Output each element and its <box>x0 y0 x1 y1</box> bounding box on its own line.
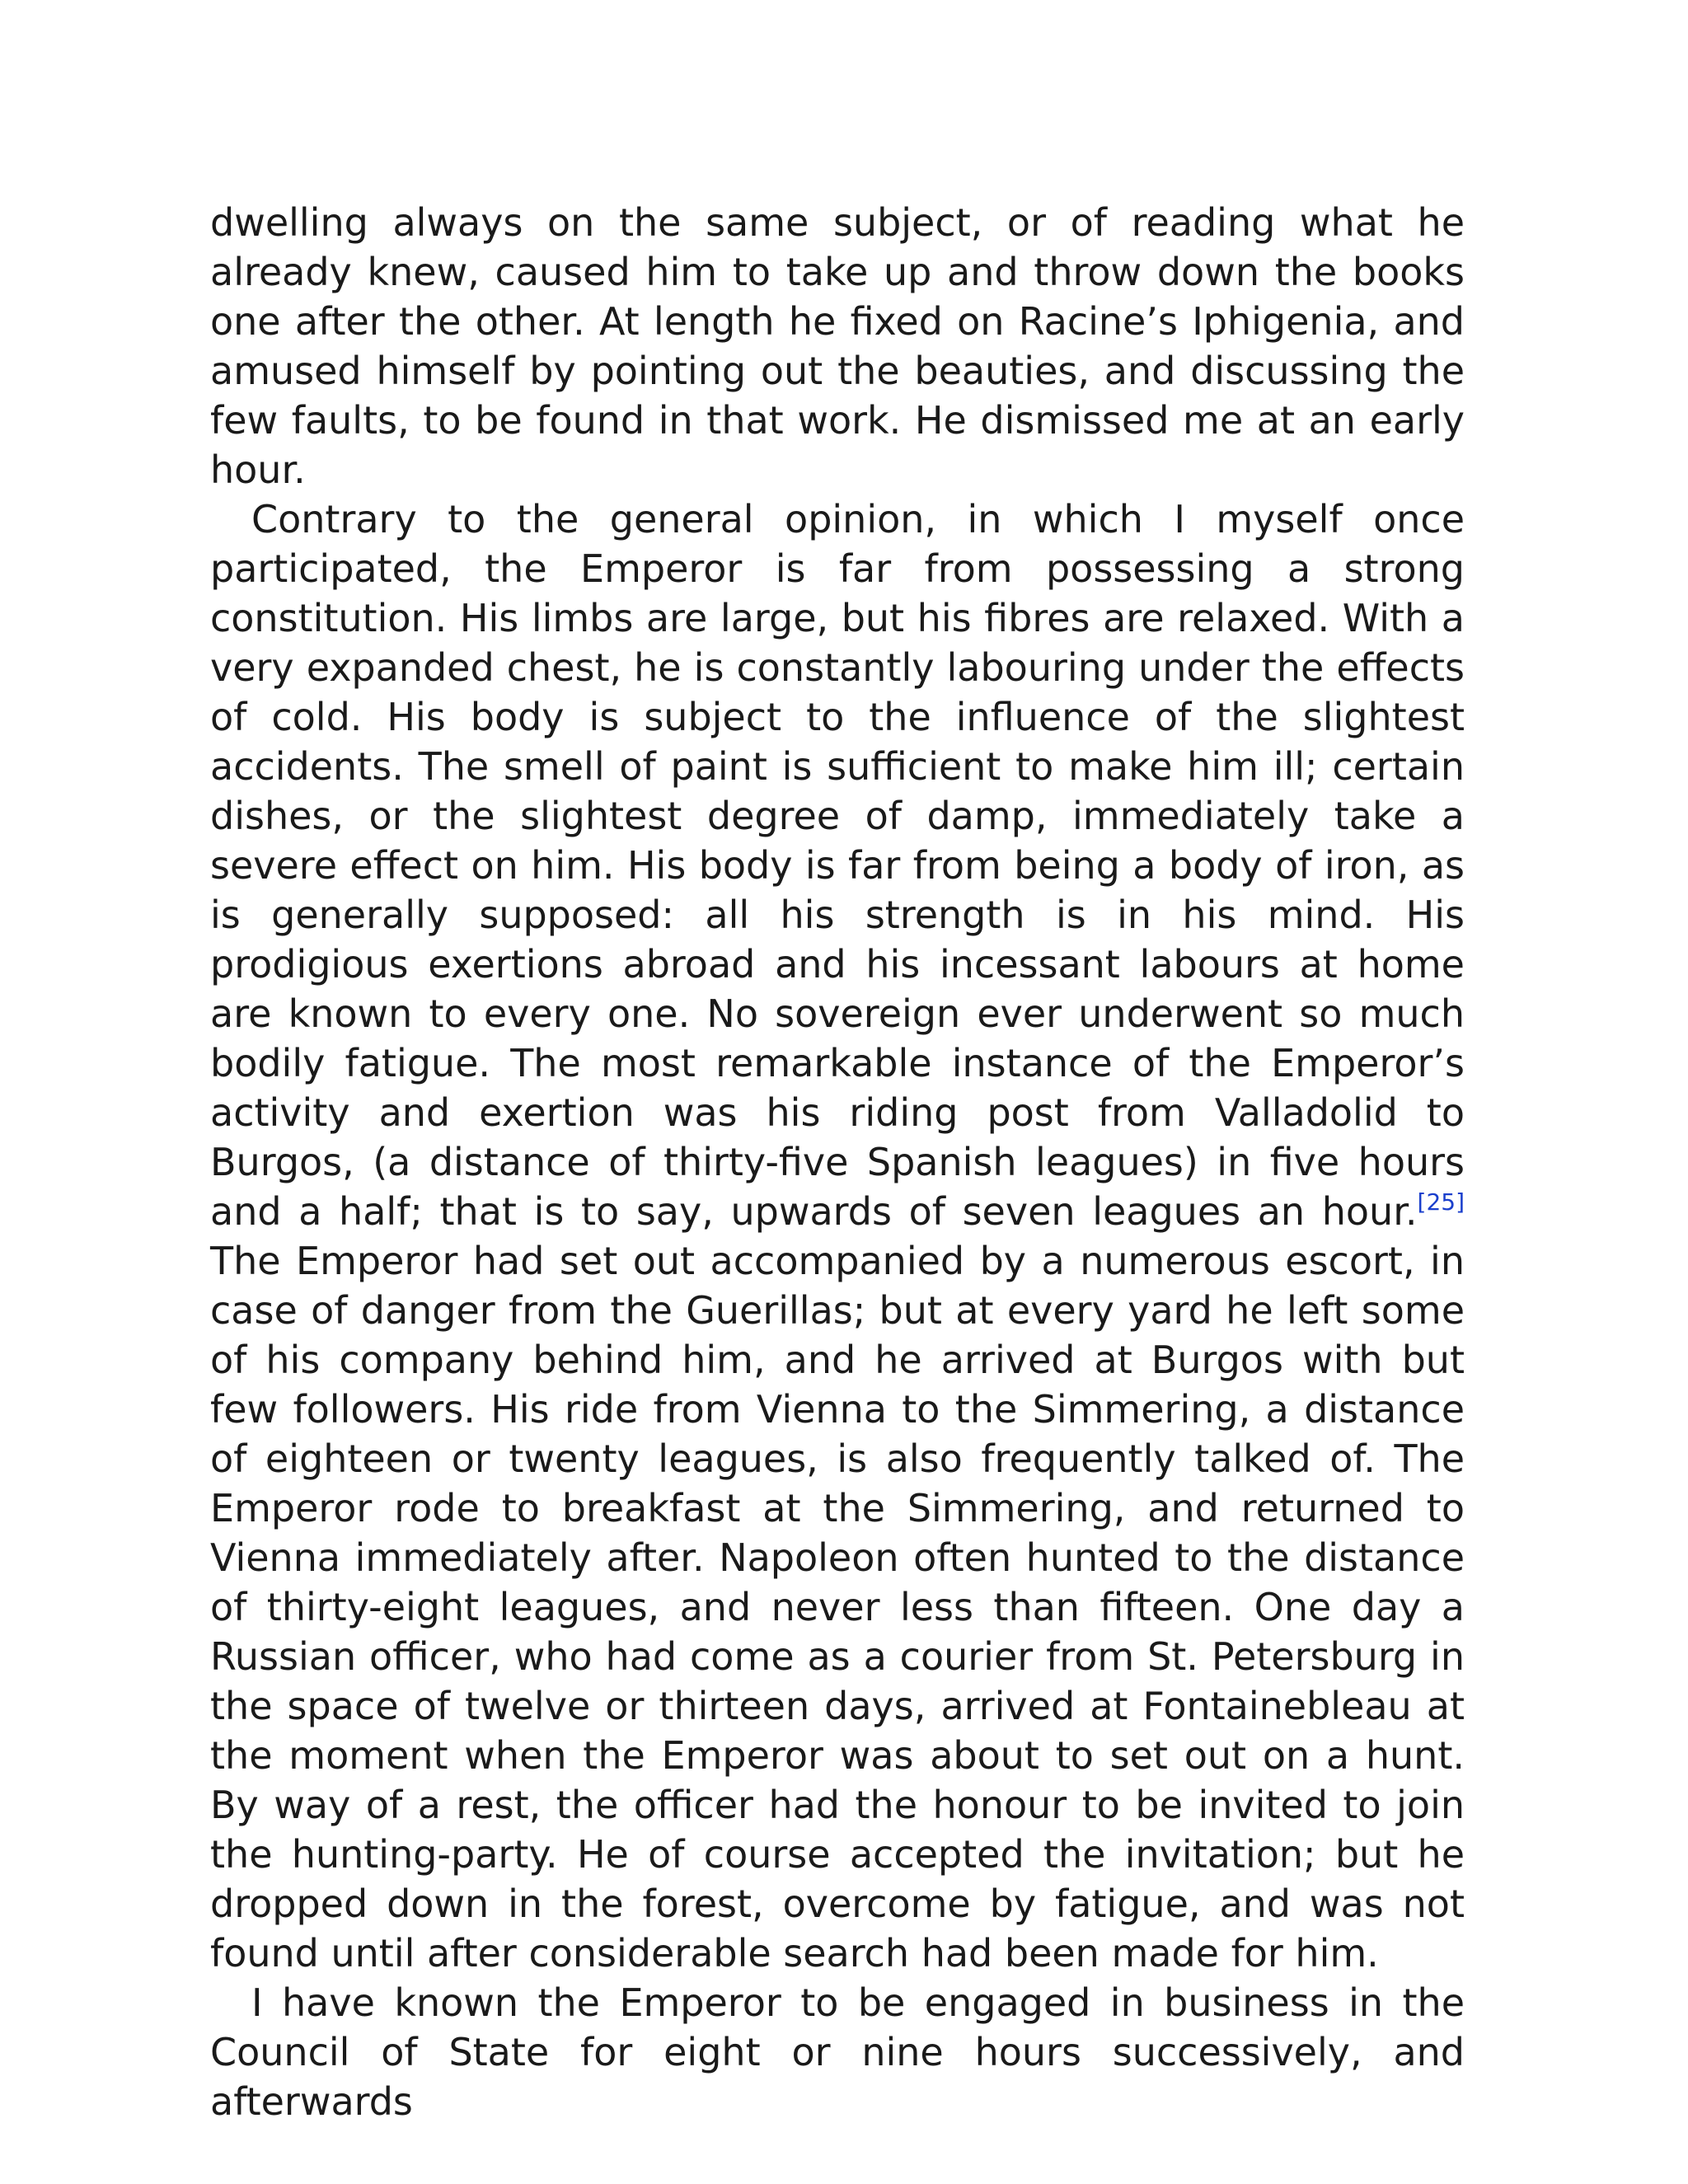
page-body <box>210 198 1465 2126</box>
paragraph-1-text: dwelling always on the same subject, or of reading what he already knew, caused him to take up and throw down the books one after the other. At length he fixed on Racine’s Iphigenia, and amused himself by pointing out the beauties, and discussing the few faults, to be found in that work. He dismissed me at an early hour. <box>210 200 1465 492</box>
paragraph-2 <box>210 494 1465 1978</box>
footnote-link-25[interactable]: [25] <box>1417 1188 1465 1216</box>
paragraph-3 <box>210 1978 1465 2126</box>
paragraph-2-text-before: Contrary to the general opinion, in which I myself once participated, the Emperor is far from possessing a strong constitution. His limbs are large, but his fibres are relaxed. With a very expanded chest, he is constantly labouring under the effects of cold. His body is subject to the influence of the slightest accidents. The smell of paint is sufficient to make him ill; certain dishes, or the slightest degree of damp, immediately take a severe effect on him. His body is far from being a body of iron, as is generally supposed: all his strength is in his mind. His prodigious exertions abroad and his incessant labours at home are known to every one. No sovereign ever underwent so much bodily fatigue. The most remarkable instance of the Emperor’s activity and exertion was his riding post from Valladolid to Burgos, (a distance of thirty-five Spanish leagues) in five hours and a half; that is to say, upwards of seven leagues an hour. <box>210 497 1465 1234</box>
paragraph-3-text: I have known the Emperor to be engaged in business in the Council of State for eight or nine hours successively, and afterwards <box>210 1980 1465 2124</box>
paragraph-2-text-after: The Emperor had set out accompanied by a numerous escort, in case of danger from the Guerillas; but at every yard he left some of his company behind him, and he arrived at Burgos with but few followers. His ride from Vienna to the Simmering, a distance of eighteen or twenty leagues, is also frequently talked of. The Emperor rode to breakfast at the Simmering, and returned to Vienna immediately after. Napoleon often hunted to the distance of thirty-eight leagues, and never less than fifteen. One day a Russian officer, who had come as a courier from St. Petersburg in the space of twelve or thirteen days, arrived at Fontainebleau at the moment when the Emperor was about to set out on a hunt. By way of a rest, the officer had the honour to be invited to join the hunting-party. He of course accepted the invitation; but he dropped down in the forest, overcome by fatigue, and was not found until after considerable search had been made for him. <box>210 1239 1465 1975</box>
paragraph-1 <box>210 198 1465 494</box>
